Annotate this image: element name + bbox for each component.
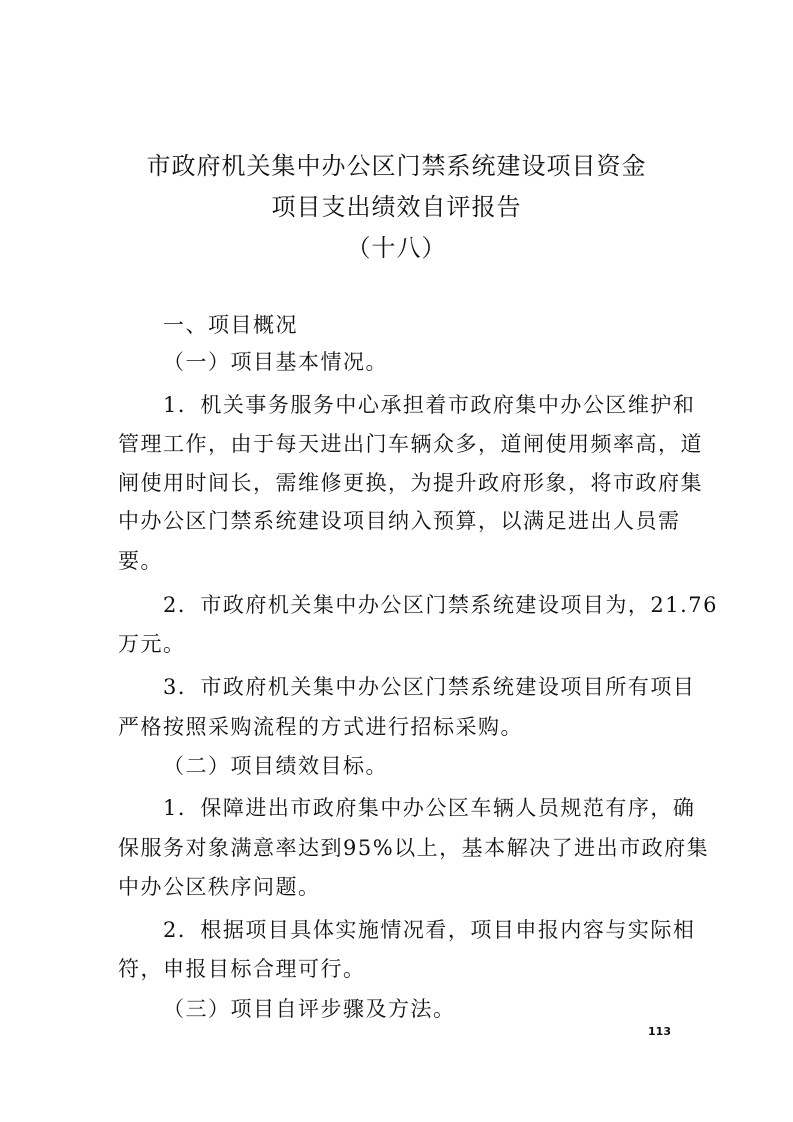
subsection-heading-basic-info: （一）项目基本情况。 [163,350,388,374]
section-heading-project-overview: 一、项目概况 [163,313,298,337]
subsection-heading-self-evaluation: （三）项目自评步骤及方法。 [163,997,456,1021]
report-title-line-2: 项目支出绩效自评报告 [271,193,522,221]
paragraph-line: 1．保障进出市政府集中办公区车辆人员规范有序，确 [163,796,696,820]
report-title-line-3: （十八） [346,234,447,262]
page-number: 113 [648,1025,671,1038]
paragraph-line: 要。 [118,549,163,573]
paragraph-line: 保服务对象满意率达到95%以上，基本解决了进出市政府集 [118,836,710,860]
paragraph-line: 闸使用时间长，需维修更换，为提升政府形象，将市政府集 [118,471,703,495]
paragraph-line: 中办公区秩序问题。 [118,875,321,899]
paragraph-line: 中办公区门禁系统建设项目纳入预算，以满足进出人员需 [118,509,681,533]
subsection-heading-performance-goals: （二）项目绩效目标。 [163,754,388,778]
paragraph-line: 2．市政府机关集中办公区门禁系统建设项目为，21.76 [163,593,718,617]
paragraph-line: 1．机关事务服务中心承担着市政府集中办公区维护和 [163,393,696,417]
report-title-line-1: 市政府机关集中办公区门禁系统建设项目资金 [146,152,647,180]
paragraph-line: 3．市政府机关集中办公区门禁系统建设项目所有项目 [163,675,696,699]
paragraph-line: 严格按照采购流程的方式进行招标采购。 [118,715,523,739]
paragraph-line: 2．根据项目具体实施情况看，项目申报内容与实际相 [163,918,696,942]
paragraph-line: 管理工作，由于每天进出门车辆众多，道闸使用频率高，道 [118,432,703,456]
paragraph-line: 万元。 [118,632,186,656]
paragraph-line: 符，申报目标合理可行。 [118,957,366,981]
